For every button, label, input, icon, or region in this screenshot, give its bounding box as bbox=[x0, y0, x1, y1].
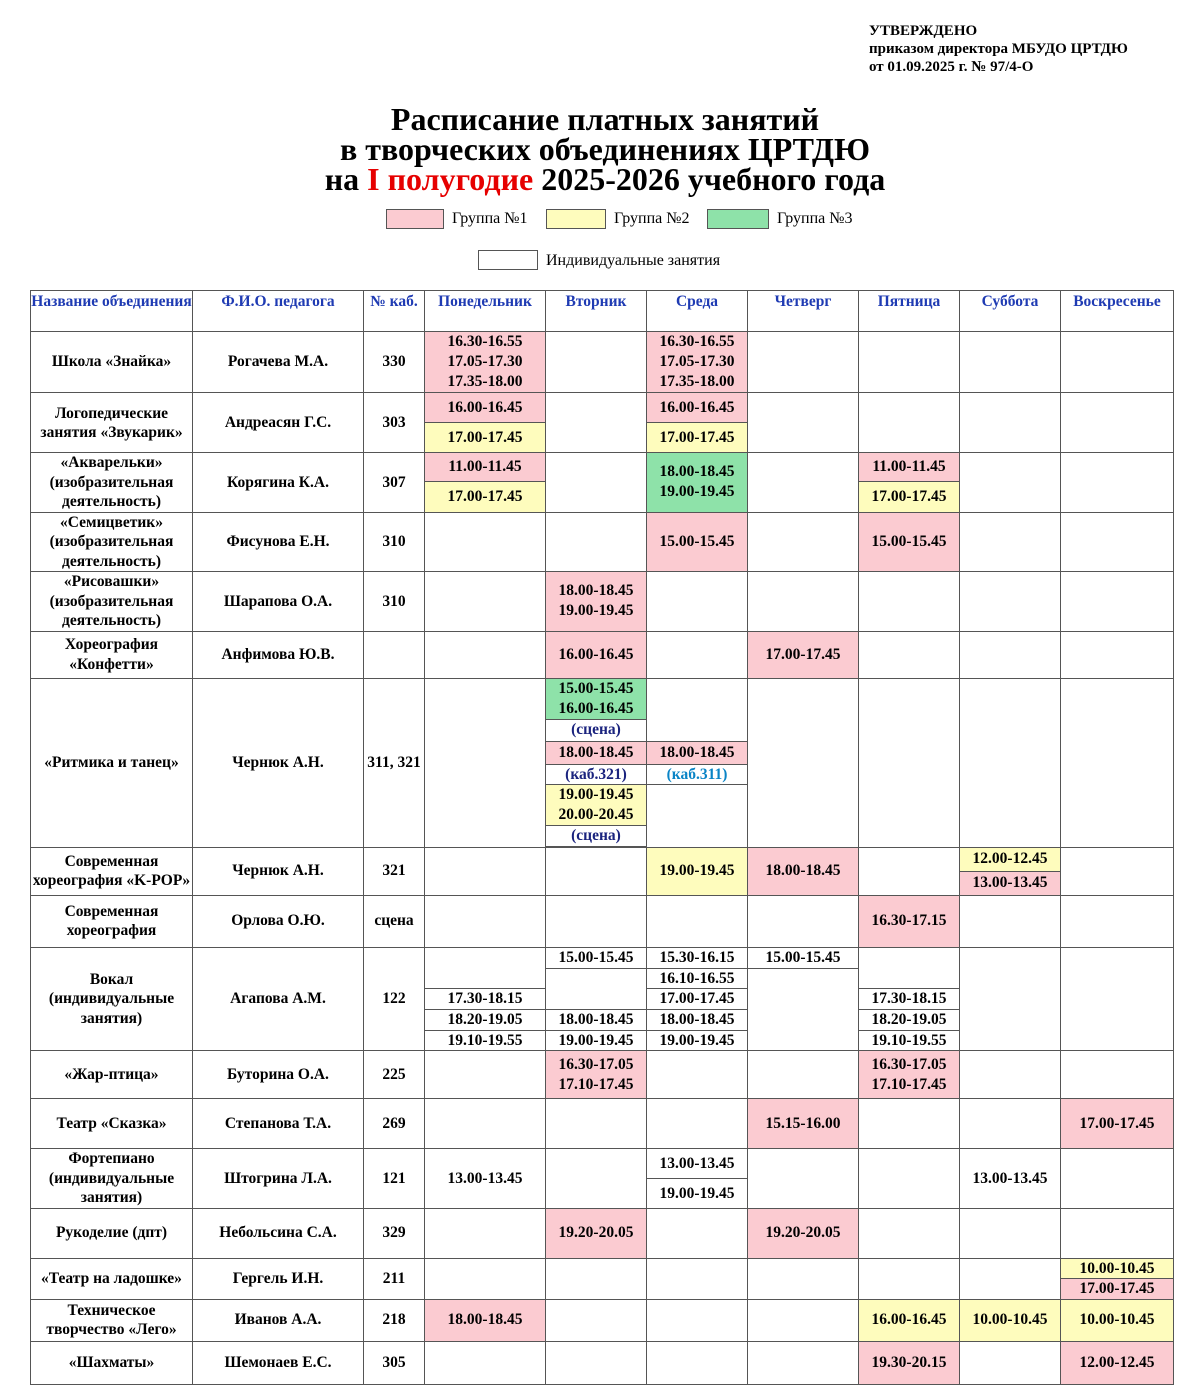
teacher-name: Штогрина Л.А. bbox=[193, 1149, 364, 1209]
empty-cell bbox=[1061, 847, 1174, 895]
group-name: Театр «Сказка» bbox=[31, 1099, 193, 1149]
place-label: (сцена) bbox=[546, 826, 647, 847]
time-slot: 15.00-15.45 bbox=[748, 947, 859, 968]
title-line: в творческих объединениях ЦРТДЮ bbox=[339, 131, 871, 167]
empty-cell bbox=[546, 453, 647, 513]
empty-cell bbox=[425, 678, 546, 847]
header-wed: Среда bbox=[647, 291, 748, 332]
time-slot bbox=[546, 572, 647, 632]
time-slot: 19.00-19.45 bbox=[546, 1030, 647, 1051]
header-fri: Пятница bbox=[859, 291, 960, 332]
room-number: 269 bbox=[364, 1099, 425, 1149]
time-slot: 16.30-17.15 bbox=[859, 895, 960, 947]
legend-label-individual: Индивидуальные занятия bbox=[546, 252, 721, 269]
time-slot: 15.00-15.45 bbox=[546, 947, 647, 968]
room-number: 311, 321 bbox=[364, 678, 425, 847]
table-row bbox=[31, 512, 1174, 572]
teacher-name: Андреасян Г.С. bbox=[193, 393, 364, 453]
time-slot: 16.00-16.45 bbox=[546, 631, 647, 678]
empty-cell bbox=[748, 1299, 859, 1341]
time-slot: 10.00-10.45 bbox=[1061, 1258, 1174, 1279]
empty-cell bbox=[748, 332, 859, 393]
time-slot: 15.30-16.15 bbox=[647, 947, 748, 968]
time: 16.30-17.05 bbox=[558, 1055, 634, 1073]
time-slot: 15.00-15.45 bbox=[859, 512, 960, 572]
room-number: 122 bbox=[364, 947, 425, 1051]
empty-cell bbox=[647, 678, 748, 741]
group-name: Рукоделие (дпт) bbox=[31, 1208, 193, 1258]
empty-cell bbox=[425, 847, 546, 895]
empty-cell bbox=[425, 1258, 546, 1299]
place-label: (каб.321) bbox=[546, 764, 647, 785]
time-slot: 19.30-20.15 bbox=[859, 1341, 960, 1384]
header-thu: Четверг bbox=[748, 291, 859, 332]
table-row bbox=[31, 393, 1174, 423]
empty-cell bbox=[425, 631, 546, 678]
empty-cell bbox=[859, 678, 960, 847]
empty-cell bbox=[647, 1258, 748, 1299]
empty-cell bbox=[546, 332, 647, 393]
empty-cell bbox=[960, 393, 1061, 453]
teacher-name: Шарапова О.А. bbox=[193, 572, 364, 632]
time-slot bbox=[546, 1051, 647, 1099]
approval-line: приказом директора МБУДО ЦРТДЮ bbox=[869, 41, 1128, 57]
header-mon: Понедельник bbox=[425, 291, 546, 332]
empty-cell bbox=[546, 512, 647, 572]
time-slot: 15.15-16.00 bbox=[748, 1099, 859, 1149]
time-slot bbox=[647, 332, 748, 393]
time-slot: 16.00-16.45 bbox=[647, 393, 748, 423]
time-slot: 19.20-20.05 bbox=[546, 1208, 647, 1258]
table-row bbox=[31, 332, 1174, 393]
time-slot: 10.00-10.45 bbox=[960, 1299, 1061, 1341]
legend-label-group1: Группа №1 bbox=[452, 210, 528, 227]
approval-line: УТВЕРЖДЕНО bbox=[869, 23, 978, 39]
empty-cell bbox=[960, 947, 1061, 1051]
empty-cell bbox=[960, 678, 1061, 847]
empty-cell bbox=[647, 1099, 748, 1149]
empty-cell bbox=[546, 847, 647, 895]
empty-cell bbox=[1061, 393, 1174, 453]
time-slot bbox=[546, 785, 647, 826]
teacher-name: Степанова Т.А. bbox=[193, 1099, 364, 1149]
empty-cell bbox=[859, 1258, 960, 1299]
time-slot: 18.00-18.45 bbox=[647, 1009, 748, 1030]
time-slot bbox=[859, 1051, 960, 1099]
time-slot: 17.00-17.45 bbox=[859, 482, 960, 512]
table-row bbox=[31, 947, 1174, 968]
empty-cell bbox=[748, 453, 859, 513]
empty-cell bbox=[960, 1208, 1061, 1258]
teacher-name: Небольсина С.А. bbox=[193, 1208, 364, 1258]
empty-cell bbox=[859, 1099, 960, 1149]
room-number: 121 bbox=[364, 1149, 425, 1209]
empty-cell bbox=[748, 1149, 859, 1209]
empty-cell bbox=[546, 1099, 647, 1149]
table-row bbox=[31, 1208, 1174, 1258]
time-slot: 11.00-11.45 bbox=[425, 453, 546, 482]
legend-swatch-group1 bbox=[386, 209, 444, 229]
time: 18.00-18.45 bbox=[558, 582, 634, 600]
time-slot: 17.00-17.45 bbox=[1061, 1099, 1174, 1149]
empty-cell bbox=[647, 895, 748, 947]
empty-cell bbox=[960, 332, 1061, 393]
time-slot: 18.00-18.45 bbox=[546, 741, 647, 764]
room-number: 303 bbox=[364, 393, 425, 453]
empty-cell bbox=[748, 1258, 859, 1299]
title-text: 2025-2026 учебного года bbox=[533, 161, 886, 197]
time-slot: 17.00-17.45 bbox=[1061, 1279, 1174, 1300]
time: 20.00-20.45 bbox=[558, 806, 634, 823]
empty-cell bbox=[425, 1341, 546, 1384]
time-slot: 17.00-17.45 bbox=[647, 423, 748, 453]
empty-cell bbox=[546, 1258, 647, 1299]
empty-cell bbox=[859, 572, 960, 632]
title-highlight: I полугодие bbox=[367, 161, 534, 197]
empty-cell bbox=[859, 947, 960, 989]
table-row bbox=[31, 1258, 1174, 1279]
empty-cell bbox=[960, 1099, 1061, 1149]
group-name: Школа «Знайка» bbox=[31, 332, 193, 393]
empty-cell bbox=[960, 1258, 1061, 1299]
empty-cell bbox=[748, 512, 859, 572]
time-slot: 18.20-19.05 bbox=[859, 1009, 960, 1030]
time: 19.00-19.45 bbox=[558, 602, 634, 620]
time-slot: 17.00-17.45 bbox=[425, 482, 546, 512]
group-name: Современная хореография bbox=[31, 895, 193, 947]
empty-cell bbox=[425, 512, 546, 572]
empty-cell bbox=[1061, 512, 1174, 572]
time: 16.30-16.55 bbox=[659, 333, 735, 350]
time-slot: 18.00-18.45 bbox=[647, 741, 748, 764]
empty-cell bbox=[960, 631, 1061, 678]
empty-cell bbox=[647, 631, 748, 678]
empty-cell bbox=[647, 1341, 748, 1384]
room-number: сцена bbox=[364, 895, 425, 947]
time-slot: 18.00-18.45 bbox=[748, 847, 859, 895]
room-number: 218 bbox=[364, 1299, 425, 1341]
empty-cell bbox=[647, 785, 748, 848]
legend-swatch-group2 bbox=[546, 209, 606, 229]
group-name: Хореография «Конфетти» bbox=[31, 631, 193, 678]
empty-cell bbox=[1061, 1208, 1174, 1258]
time-slot: 17.00-17.45 bbox=[748, 631, 859, 678]
room-number: 305 bbox=[364, 1341, 425, 1384]
time: 16.30-16.55 bbox=[447, 333, 523, 350]
empty-cell bbox=[859, 847, 960, 895]
empty-cell bbox=[748, 968, 859, 1051]
empty-cell bbox=[647, 1051, 748, 1099]
table-row bbox=[31, 1341, 1174, 1384]
empty-cell bbox=[960, 512, 1061, 572]
table-row bbox=[31, 678, 1174, 719]
empty-cell bbox=[546, 1149, 647, 1209]
time-slot bbox=[647, 453, 748, 513]
empty-cell bbox=[859, 332, 960, 393]
room-number: 321 bbox=[364, 847, 425, 895]
place-label: (сцена) bbox=[546, 719, 647, 741]
legend-label-group2: Группа №2 bbox=[614, 210, 690, 227]
header-sat: Суббота bbox=[960, 291, 1061, 332]
teacher-name: Орлова О.Ю. bbox=[193, 895, 364, 947]
time: 19.00-19.45 bbox=[558, 786, 634, 803]
empty-cell bbox=[960, 453, 1061, 513]
table-row bbox=[31, 631, 1174, 678]
time-slot: 19.00-19.45 bbox=[647, 847, 748, 895]
empty-cell bbox=[1061, 1149, 1174, 1209]
empty-cell bbox=[748, 895, 859, 947]
time: 17.05-17.30 bbox=[659, 353, 735, 370]
group-name: «Жар-птица» bbox=[31, 1051, 193, 1099]
group-name: «Рисовашки» (изобразительная деятельность) bbox=[31, 572, 193, 632]
empty-cell bbox=[546, 393, 647, 453]
time-slot: 16.00-16.45 bbox=[859, 1299, 960, 1341]
time: 17.35-18.00 bbox=[659, 373, 735, 390]
teacher-name: Буторина О.А. bbox=[193, 1051, 364, 1099]
group-name: «Театр на ладошке» bbox=[31, 1258, 193, 1299]
teacher-name: Фисунова Е.Н. bbox=[193, 512, 364, 572]
legend-swatch-group3 bbox=[707, 209, 769, 229]
empty-cell bbox=[748, 1341, 859, 1384]
room-number bbox=[364, 631, 425, 678]
time-slot: 18.00-18.45 bbox=[425, 1299, 546, 1341]
time: 19.00-19.45 bbox=[659, 483, 735, 501]
group-name: Логопедические занятия «Звукарик» bbox=[31, 393, 193, 453]
title-text: на bbox=[324, 161, 368, 197]
empty-cell bbox=[748, 678, 859, 847]
teacher-name: Агапова А.М. bbox=[193, 947, 364, 1051]
empty-cell bbox=[1061, 678, 1174, 847]
room-number: 330 bbox=[364, 332, 425, 393]
teacher-name: Иванов А.А. bbox=[193, 1299, 364, 1341]
time-slot: 19.10-19.55 bbox=[859, 1030, 960, 1051]
empty-cell bbox=[647, 1208, 748, 1258]
time-slot: 17.00-17.45 bbox=[647, 989, 748, 1010]
schedule-table bbox=[30, 290, 1174, 1385]
table-row bbox=[31, 1299, 1174, 1341]
time-slot: 13.00-13.45 bbox=[647, 1149, 748, 1179]
empty-cell bbox=[1061, 631, 1174, 678]
group-name: «Ритмика и танец» bbox=[31, 678, 193, 847]
time-slot: 19.20-20.05 bbox=[748, 1208, 859, 1258]
legend-swatch-individual bbox=[478, 250, 538, 270]
header-row bbox=[31, 291, 1174, 332]
teacher-name: Корягина К.А. bbox=[193, 453, 364, 513]
time: 17.10-17.45 bbox=[558, 1075, 634, 1093]
time-slot: 12.00-12.45 bbox=[960, 847, 1061, 871]
time: 16.00-16.45 bbox=[558, 699, 634, 717]
empty-cell bbox=[748, 572, 859, 632]
table-row bbox=[31, 1099, 1174, 1149]
header-name: Название объединения bbox=[31, 291, 193, 332]
time-slot: 16.00-16.45 bbox=[425, 393, 546, 423]
time-slot: 10.00-10.45 bbox=[1061, 1299, 1174, 1341]
page-title bbox=[0, 101, 1200, 197]
header-teacher: Ф.И.О. педагога bbox=[193, 291, 364, 332]
empty-cell bbox=[960, 895, 1061, 947]
group-name: Вокал (индивидуальные занятия) bbox=[31, 947, 193, 1051]
empty-cell bbox=[748, 393, 859, 453]
empty-cell bbox=[425, 947, 546, 989]
empty-cell bbox=[1061, 1051, 1174, 1099]
room-number: 211 bbox=[364, 1258, 425, 1299]
header-tue: Вторник bbox=[546, 291, 647, 332]
empty-cell bbox=[647, 1299, 748, 1341]
time: 17.10-17.45 bbox=[871, 1075, 947, 1093]
teacher-name: Шемонаев Е.С. bbox=[193, 1341, 364, 1384]
teacher-name: Чернюк А.Н. bbox=[193, 847, 364, 895]
group-name: «Шахматы» bbox=[31, 1341, 193, 1384]
empty-cell bbox=[425, 895, 546, 947]
approval-line: от 01.09.2025 г. № 97/4-О bbox=[869, 59, 1034, 75]
table-row bbox=[31, 453, 1174, 482]
empty-cell bbox=[546, 1341, 647, 1384]
group-name: Техническое творчество «Лего» bbox=[31, 1299, 193, 1341]
time-slot: 13.00-13.45 bbox=[425, 1149, 546, 1209]
teacher-name: Гергель И.Н. bbox=[193, 1258, 364, 1299]
empty-cell bbox=[960, 572, 1061, 632]
group-name: Современная хореография «K-POP» bbox=[31, 847, 193, 895]
time-slot: 16.10-16.55 bbox=[647, 968, 748, 989]
teacher-name: Рогачева М.А. bbox=[193, 332, 364, 393]
empty-cell bbox=[748, 1051, 859, 1099]
group-name: Фортепиано (индивидуальные занятия) bbox=[31, 1149, 193, 1209]
room-number: 307 bbox=[364, 453, 425, 513]
empty-cell bbox=[1061, 947, 1174, 1051]
header-sun: Воскресенье bbox=[1061, 291, 1174, 332]
time-slot: 18.20-19.05 bbox=[425, 1009, 546, 1030]
time-slot: 17.30-18.15 bbox=[859, 989, 960, 1010]
title-line bbox=[0, 161, 1200, 197]
title-line: Расписание платных занятий bbox=[390, 101, 820, 137]
empty-cell bbox=[1061, 895, 1174, 947]
time-slot: 19.00-19.45 bbox=[647, 1179, 748, 1208]
time-slot: 19.10-19.55 bbox=[425, 1030, 546, 1051]
table-row bbox=[31, 895, 1174, 947]
empty-cell bbox=[859, 1208, 960, 1258]
header-room: № каб. bbox=[364, 291, 425, 332]
legend-label-group3: Группа №3 bbox=[777, 210, 853, 227]
group-name: «Семицветик» (изобразительная деятельность) bbox=[31, 512, 193, 572]
place-label: (каб.311) bbox=[647, 764, 748, 785]
empty-cell bbox=[425, 572, 546, 632]
time: 16.30-17.05 bbox=[871, 1055, 947, 1073]
empty-cell bbox=[546, 895, 647, 947]
room-number: 225 bbox=[364, 1051, 425, 1099]
empty-cell bbox=[859, 631, 960, 678]
time: 18.00-18.45 bbox=[659, 463, 735, 481]
empty-cell bbox=[425, 1051, 546, 1099]
empty-cell bbox=[1061, 332, 1174, 393]
time-slot: 13.00-13.45 bbox=[960, 1149, 1061, 1209]
empty-cell bbox=[546, 968, 647, 1009]
room-number: 310 bbox=[364, 572, 425, 632]
time-slot: 13.00-13.45 bbox=[960, 871, 1061, 895]
empty-cell bbox=[960, 1341, 1061, 1384]
empty-cell bbox=[546, 1299, 647, 1341]
table-row bbox=[31, 847, 1174, 871]
empty-cell bbox=[425, 1099, 546, 1149]
time-slot: 19.00-19.45 bbox=[647, 1030, 748, 1051]
time-slot bbox=[546, 678, 647, 719]
empty-cell bbox=[859, 393, 960, 453]
time: 17.05-17.30 bbox=[447, 353, 523, 370]
empty-cell bbox=[859, 1149, 960, 1209]
time-slot: 17.00-17.45 bbox=[425, 423, 546, 453]
time-slot: 11.00-11.45 bbox=[859, 453, 960, 482]
empty-cell bbox=[425, 1208, 546, 1258]
teacher-name: Анфимова Ю.В. bbox=[193, 631, 364, 678]
time-slot: 15.00-15.45 bbox=[647, 512, 748, 572]
table-row bbox=[31, 1051, 1174, 1099]
table-row bbox=[31, 1149, 1174, 1179]
time: 17.35-18.00 bbox=[447, 373, 523, 390]
room-number: 329 bbox=[364, 1208, 425, 1258]
table-row bbox=[31, 572, 1174, 632]
time-slot: 12.00-12.45 bbox=[1061, 1341, 1174, 1384]
empty-cell bbox=[1061, 453, 1174, 513]
empty-cell bbox=[960, 1051, 1061, 1099]
empty-cell bbox=[1061, 572, 1174, 632]
group-name: «Акварельки» (изобразительная деятельность) bbox=[31, 453, 193, 513]
teacher-name: Чернюк А.Н. bbox=[193, 678, 364, 847]
time-slot: 18.00-18.45 bbox=[546, 1009, 647, 1030]
time-slot: 17.30-18.15 bbox=[425, 989, 546, 1010]
approval-stamp bbox=[869, 22, 1128, 76]
empty-cell bbox=[647, 572, 748, 632]
time-slot bbox=[425, 332, 546, 393]
room-number: 310 bbox=[364, 512, 425, 572]
time: 15.00-15.45 bbox=[558, 679, 634, 697]
